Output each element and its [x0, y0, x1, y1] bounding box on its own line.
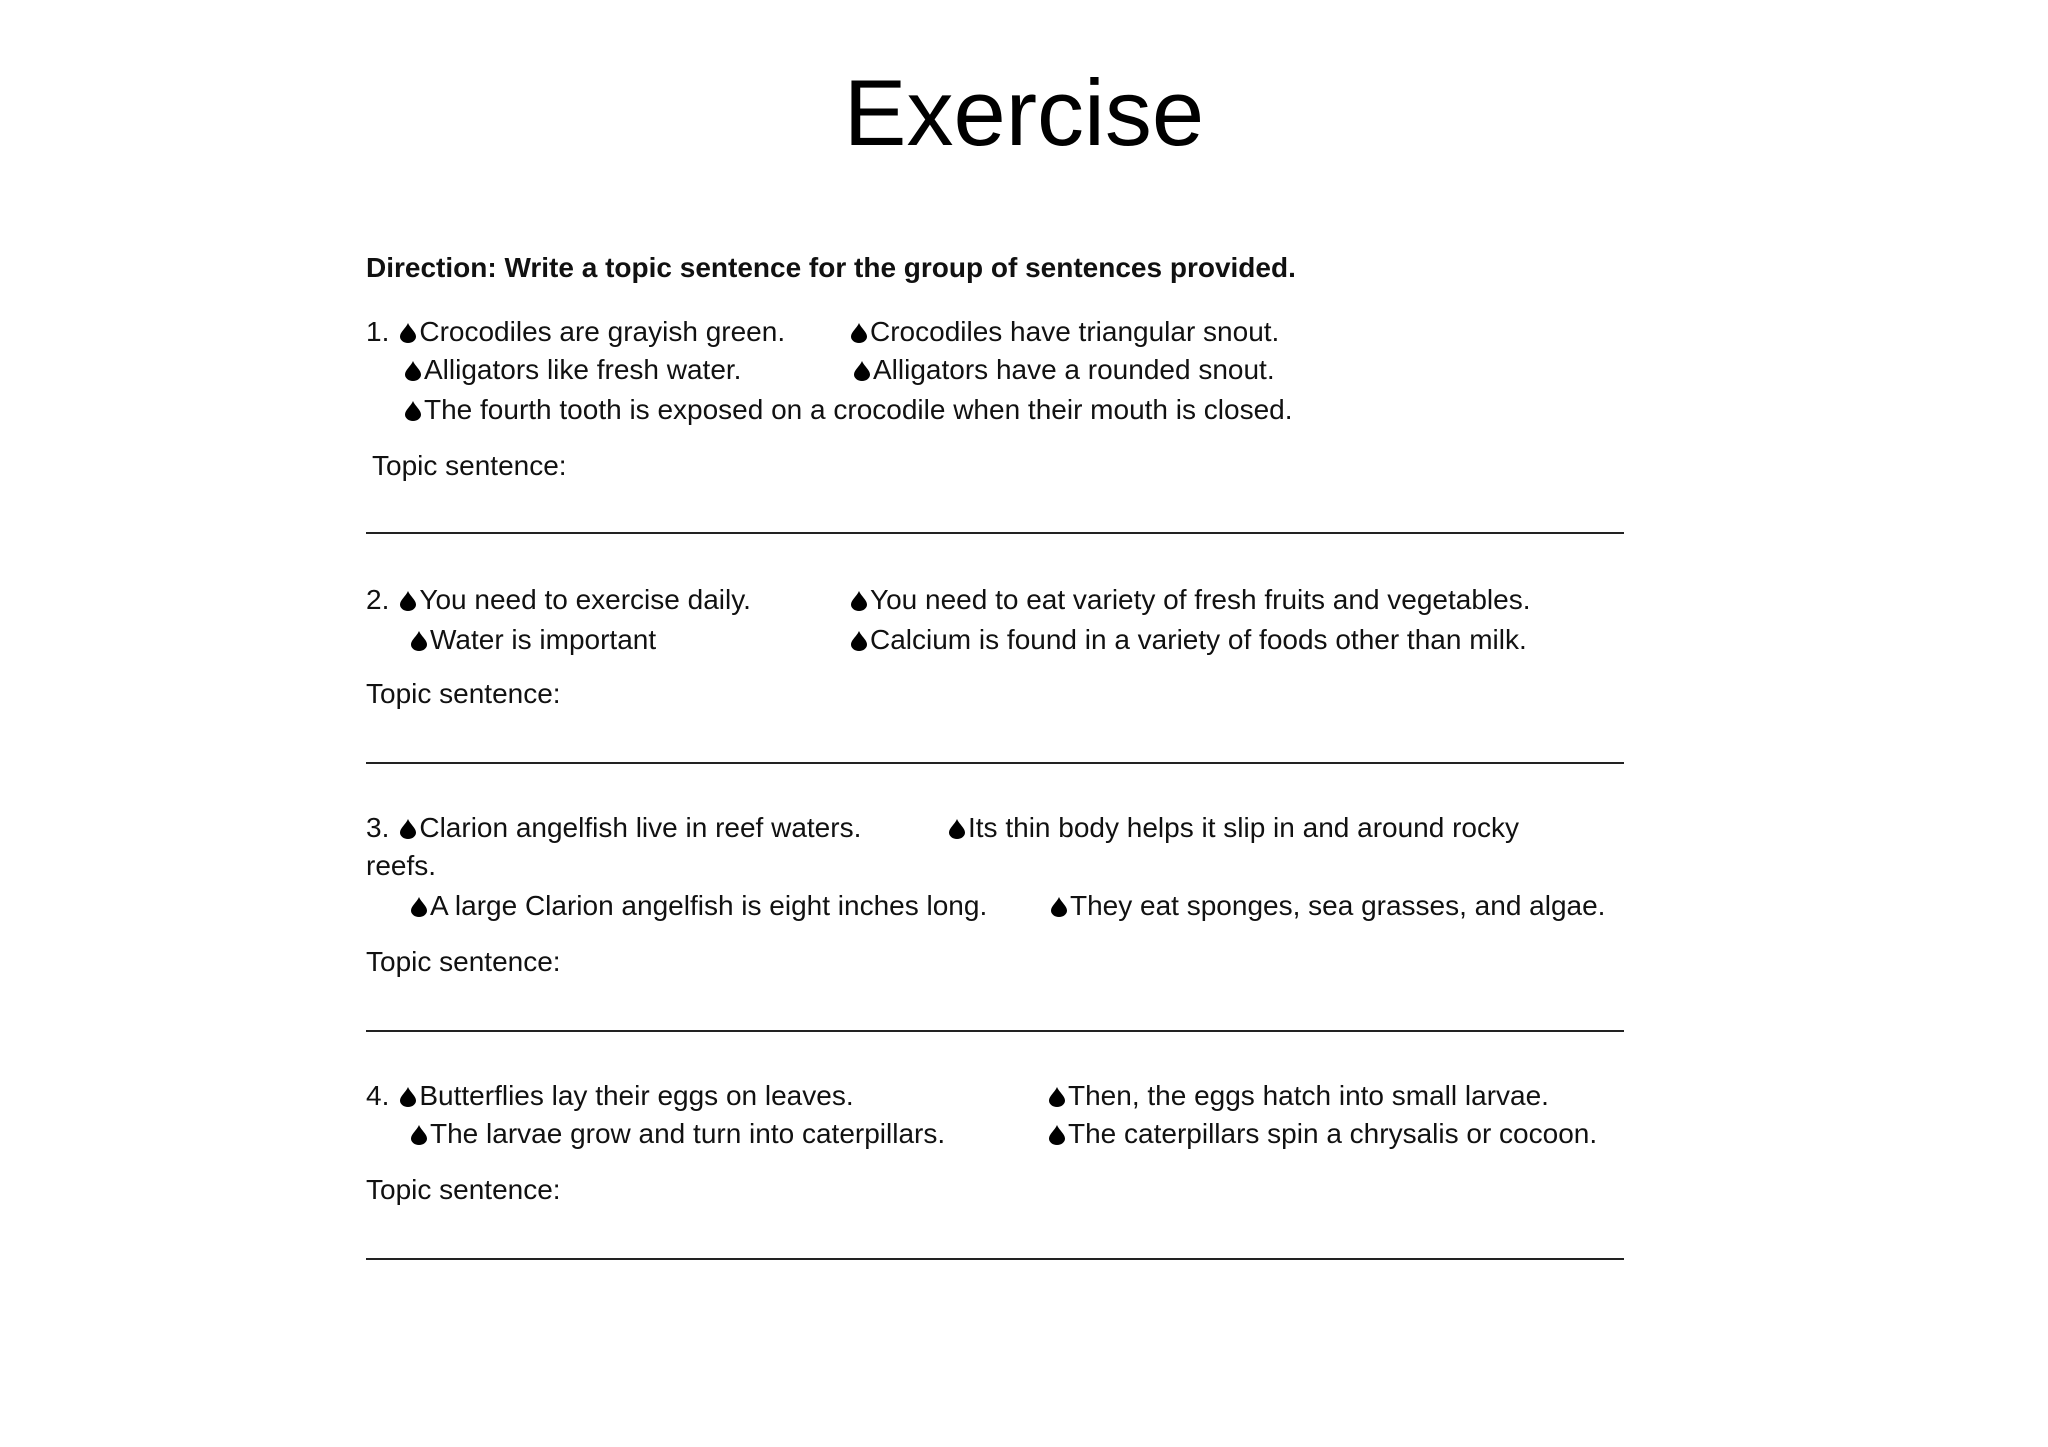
exercise-item: Calcium is found in a variety of foods other than milk.: [870, 624, 1527, 655]
exercise-item: The fourth tooth is exposed on a crocodile when their mouth is closed.: [424, 394, 1293, 425]
answer-line-3[interactable]: [366, 1030, 1624, 1032]
drop-bullet-icon: [1050, 897, 1068, 917]
exercise-2-line-2: [410, 622, 656, 658]
exercise-item: You need to exercise daily.: [419, 584, 751, 615]
exercise-number: 3.: [366, 812, 390, 843]
drop-bullet-icon: [948, 819, 966, 839]
exercise-item: Crocodiles are grayish green.: [419, 316, 786, 347]
exercise-3-line-1: [366, 810, 861, 846]
drop-bullet-icon: [410, 897, 428, 917]
exercise-item: Its thin body helps it slip in and around rocky: [968, 812, 1519, 843]
exercise-1-line-2: [404, 352, 741, 388]
drop-bullet-icon: [850, 591, 868, 611]
exercise-2-line-2b: [850, 622, 1527, 658]
exercise-2-line-1: [366, 582, 751, 618]
exercise-item: Clarion angelfish live in reef waters.: [419, 812, 862, 843]
drop-bullet-icon: [850, 631, 868, 651]
exercise-item: Butterflies lay their eggs on leaves.: [419, 1080, 854, 1111]
exercise-number: 2.: [366, 584, 390, 615]
topic-sentence-label: Topic sentence:: [366, 946, 561, 977]
topic-sentence-label: Topic sentence:: [366, 678, 561, 709]
exercise-1-line-1b: [850, 314, 1279, 350]
drop-bullet-icon: [399, 591, 417, 611]
drop-bullet-icon: [410, 1125, 428, 1145]
exercise-number: 4.: [366, 1080, 390, 1111]
drop-bullet-icon: [399, 1087, 417, 1107]
drop-bullet-icon: [1048, 1125, 1066, 1145]
page-title: Exercise: [843, 60, 1205, 165]
drop-bullet-icon: [399, 323, 417, 343]
drop-bullet-icon: [404, 401, 422, 421]
topic-sentence-label: Topic sentence:: [372, 450, 567, 481]
exercise-item: Crocodiles have triangular snout.: [870, 316, 1280, 347]
exercise-item: They eat sponges, sea grasses, and algae.: [1070, 890, 1606, 921]
drop-bullet-icon: [410, 631, 428, 651]
exercise-1-line-2b: [853, 352, 1275, 388]
exercise-item: The caterpillars spin a chrysalis or cocoon.: [1068, 1118, 1598, 1149]
exercise-3-line-3b: [1050, 888, 1605, 924]
exercise-item: A large Clarion angelfish is eight inches long.: [430, 890, 988, 921]
exercise-3-line-1b: [948, 810, 1519, 846]
exercise-4-line-2: [410, 1116, 945, 1152]
drop-bullet-icon: [1048, 1087, 1066, 1107]
exercise-3-line-2: [366, 848, 436, 884]
topic-sentence-label: Topic sentence:: [366, 1174, 561, 1205]
drop-bullet-icon: [850, 323, 868, 343]
exercise-number: 1.: [366, 316, 390, 347]
answer-line-4[interactable]: [366, 1258, 1624, 1260]
answer-line-1[interactable]: [366, 532, 1624, 534]
exercise-item: Then, the eggs hatch into small larvae.: [1068, 1080, 1549, 1111]
exercise-item: The larvae grow and turn into caterpillars.: [430, 1118, 946, 1149]
answer-line-2[interactable]: [366, 762, 1624, 764]
exercise-1-line-1: [366, 314, 785, 350]
exercise-2-line-1b: [850, 582, 1531, 618]
exercise-4-line-1b: [1048, 1078, 1549, 1114]
direction-text: Direction: Write a topic sentence for the group of sentences provided.: [366, 252, 1296, 283]
exercise-item: reefs.: [366, 850, 437, 881]
exercise-3-line-3: [410, 888, 987, 924]
drop-bullet-icon: [399, 819, 417, 839]
exercise-1-line-3: [404, 392, 1293, 428]
exercise-4-line-1: [366, 1078, 854, 1114]
exercise-item: Alligators have a rounded snout.: [873, 354, 1275, 385]
exercise-4-line-2b: [1048, 1116, 1597, 1152]
exercise-item: Water is important: [430, 624, 657, 655]
exercise-item: You need to eat variety of fresh fruits and vegetables.: [870, 584, 1531, 615]
drop-bullet-icon: [853, 361, 871, 381]
exercise-item: Alligators like fresh water.: [424, 354, 742, 385]
drop-bullet-icon: [404, 361, 422, 381]
